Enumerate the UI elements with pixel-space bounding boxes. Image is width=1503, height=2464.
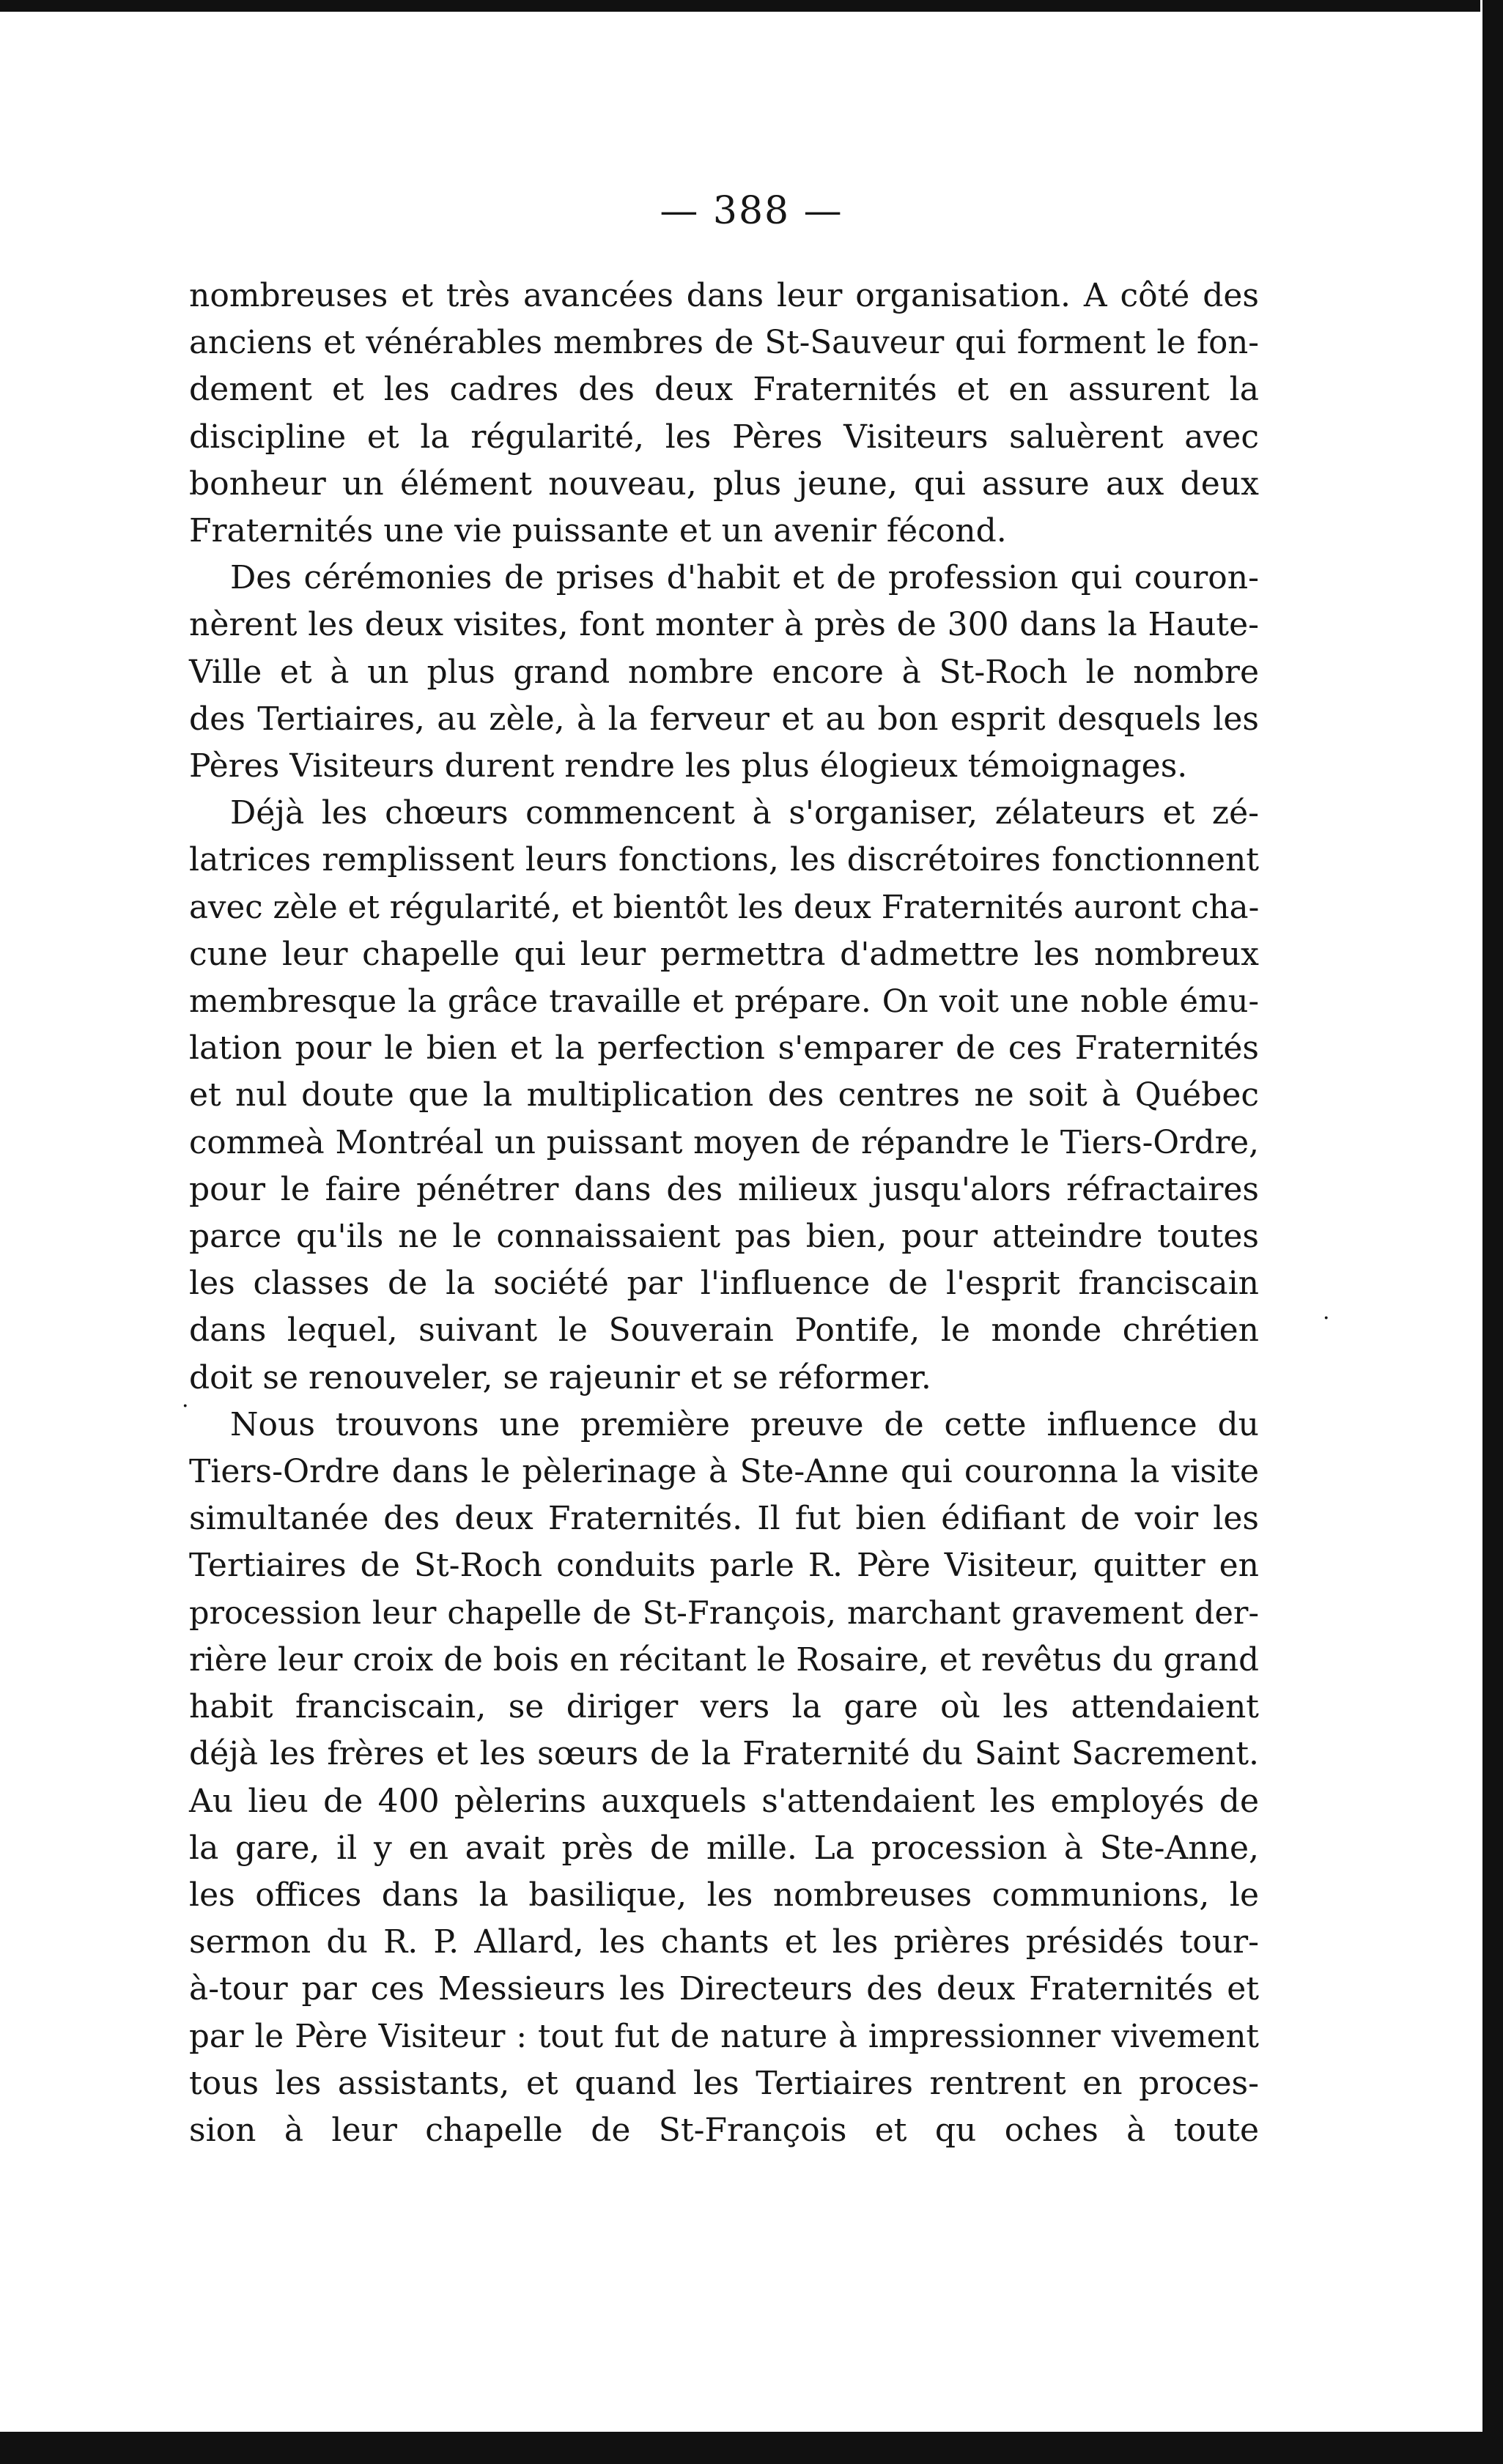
text-line: les offices dans la basilique, les nombreuses communions, le bbox=[189, 1876, 1259, 1914]
text-line: Pères Visiteurs durent rendre les plus élogieux témoignages. bbox=[189, 747, 1188, 785]
text-line: rière leur croix de bois en récitant le Rosaire, et revêtus du grand bbox=[189, 1641, 1259, 1679]
scan-border-bottom bbox=[0, 2432, 1503, 2464]
text-line: tous les assistants, et quand les Tertiaires rentrent en proces- bbox=[189, 2064, 1259, 2102]
text-line: avec zèle et régularité, et bientôt les deux Fraternités auront cha- bbox=[189, 889, 1260, 926]
text-line: procession leur chapelle de St-François, marchant gravement der- bbox=[189, 1594, 1259, 1632]
text-line: déjà les frères et les sœurs de la Fraternité du Saint Sacrement. bbox=[189, 1735, 1259, 1773]
text-line: dement et les cadres des deux Fraternités et en assurent la bbox=[189, 371, 1259, 409]
text-line: des Tertiaires, au zèle, à la ferveur et au bon esprit desquels les bbox=[189, 700, 1259, 738]
text-line: nèrent les deux visites, font monter à près de 300 dans la Haute- bbox=[189, 606, 1259, 644]
body-text bbox=[189, 273, 1259, 2154]
text-line: anciens et vénérables membres de St-Sauveur qui forment le fon- bbox=[189, 325, 1259, 362]
text-line: simultanée des deux Fraternités. Il fut bien édifiant de voir les bbox=[189, 1500, 1259, 1538]
text-line: Au lieu de 400 pèlerins auxquels s'attendaient les employés de bbox=[189, 1782, 1259, 1820]
page-number: — 388 — bbox=[660, 189, 843, 233]
scan-border-right bbox=[1482, 0, 1503, 2464]
text-line: Tiers-Ordre dans le pèlerinage à Ste-Anne qui couronna la visite bbox=[189, 1453, 1259, 1491]
text-line: nombreuses et très avancées dans leur organisation. A côté des bbox=[189, 277, 1259, 314]
text-line: les classes de la société par l'influence de l'esprit franciscain bbox=[189, 1265, 1259, 1303]
margin-speck: · bbox=[182, 1394, 189, 1419]
text-line: Nous trouvons une première preuve de cette influence du bbox=[230, 1405, 1259, 1443]
text-line: et nul doute que la multiplication des centres ne soit à Québec bbox=[189, 1076, 1259, 1114]
text-line: sermon du R. P. Allard, les chants et les prières présidés tour- bbox=[189, 1923, 1259, 1961]
text-line: Ville et à un plus grand nombre encore à St-Roch le nombre bbox=[189, 653, 1259, 691]
text-line: sion à leur chapelle de St-François et qu oches à toute bbox=[189, 2111, 1259, 2149]
text-line: Déjà les chœurs commencent à s'organiser, zélateurs et zé- bbox=[230, 794, 1259, 832]
text-line: commeà Montréal un puissant moyen de répandre le Tiers-Ordre, bbox=[189, 1124, 1259, 1161]
margin-speck: · bbox=[1323, 1306, 1330, 1331]
text-line: discipline et la régularité, les Pères Visiteurs saluèrent avec bbox=[189, 418, 1259, 456]
text-line: la gare, il y en avait près de mille. La procession à Ste-Anne, bbox=[189, 1829, 1259, 1867]
text-line: Des cérémonies de prises d'habit et de profession qui couron- bbox=[230, 559, 1259, 597]
text-line: doit se renouveler, se rajeunir et se réformer. bbox=[189, 1358, 931, 1396]
text-line: Tertiaires de St-Roch conduits parle R. Père Visiteur, quitter en bbox=[189, 1547, 1259, 1585]
text-line: par le Père Visiteur : tout fut de nature à impressionner vivement bbox=[189, 2018, 1259, 2055]
text-line: pour le faire pénétrer dans des milieux jusqu'alors réfractaires bbox=[189, 1170, 1259, 1208]
text-line: Fraternités une vie puissante et un avenir fécond. bbox=[189, 512, 1007, 550]
text-line: habit franciscain, se diriger vers la gare où les attendaient bbox=[189, 1688, 1259, 1726]
scan-border-top bbox=[0, 0, 1480, 12]
text-line: latrices remplissent leurs fonctions, les discrétoires fonctionnent bbox=[189, 841, 1259, 879]
text-line: bonheur un élément nouveau, plus jeune, qui assure aux deux bbox=[189, 465, 1259, 503]
text-line: dans lequel, suivant le Souverain Pontife, le monde chrétien bbox=[189, 1311, 1259, 1350]
text-line: membresque la grâce travaille et prépare. On voit une noble ému- bbox=[189, 983, 1259, 1021]
text-line: lation pour le bien et la perfection s'emparer de ces Fraternités bbox=[189, 1029, 1259, 1068]
text-line: cune leur chapelle qui leur permettra d'admettre les nombreux bbox=[189, 935, 1259, 973]
text-line: parce qu'ils ne le connaissaient pas bien, pour atteindre toutes bbox=[189, 1218, 1259, 1256]
text-line: à-tour par ces Messieurs les Directeurs des deux Fraternités et bbox=[189, 1970, 1259, 2008]
